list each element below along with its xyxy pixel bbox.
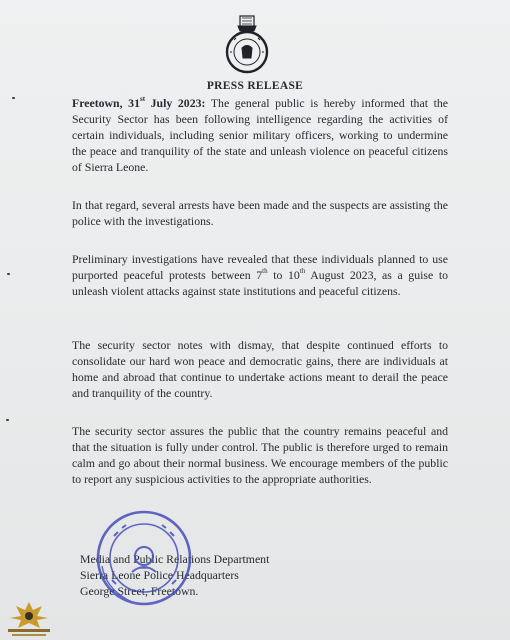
signature-department: Media and Public Relations Department [80,552,270,566]
paragraph-arrests: In that regard, several arrests have been made and the suspects are assisting the police with the investigations. [72,198,448,228]
paragraph-dismay: The security sector notes with dismay, that despite continued efforts to consolidate our hard won peace and democratic gains, there are individuals at home and abroad that continue to undertake actions meant to derail the peace and tranquility of the country. [72,338,448,400]
page-title: PRESS RELEASE [206,80,304,92]
forum-watermark-logo-icon [2,596,56,638]
paragraph-assurance: The security sector assures the public that the country remains peaceful and that the situation is fully under control. The public is therefore urged to remain calm and go about their normal business. We encourage members of the public to report any suspicious activities to the appropriate authorities. [72,424,448,486]
paragraph-intro: Freetown, 31st July 2023: The general public is hereby informed that the Security Sector has been following intelligence regarding the activities of certain individuals, including senior military officers, working to undermine the peace and tranquility of the state and unleash violence on peaceful citizens of Sierra Leone. [72,95,448,174]
public-relations-stamp-icon [92,506,196,610]
dateline: Freetown, 31 [72,96,140,110]
margin-mark [6,419,9,421]
margin-mark [12,97,15,99]
signature-address: George Street, Freetown. [80,583,199,598]
margin-mark [7,273,10,275]
signature-headquarters: Sierra Leone Police Headquarters [80,567,239,582]
sierra-leone-police-crest-icon [222,14,272,76]
paragraph-investigations: Preliminary investigations have revealed that these individuals planned to use purported peaceful protests between 7th to 10th August 2023, as a guise to unleash violent attacks against state institutions and peaceful citizens. [72,252,448,298]
